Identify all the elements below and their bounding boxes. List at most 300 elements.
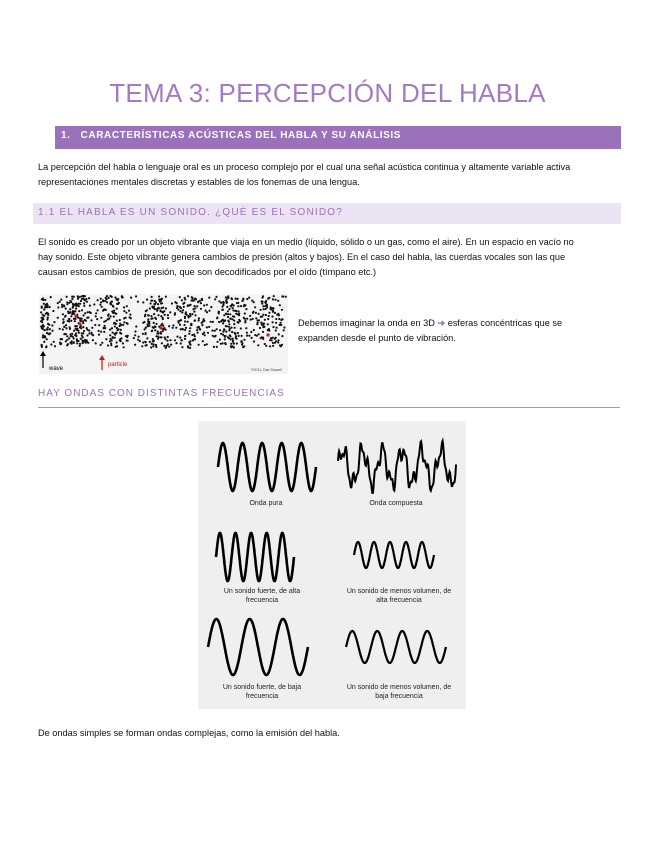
- particle-dot: [190, 324, 192, 326]
- particle-dot: [46, 338, 48, 340]
- particle-dot: [208, 297, 210, 299]
- particle-dot: [43, 329, 45, 331]
- particle-dot: [272, 342, 274, 344]
- page-title: TEMA 3: PERCEPCIÓN DEL HABLA: [109, 78, 546, 108]
- particle-dot: [233, 343, 235, 345]
- particle-dot: [155, 335, 157, 337]
- particle-dot: [160, 315, 162, 317]
- particle-dot: [41, 307, 43, 309]
- caption-line: Onda compuesta: [369, 500, 423, 507]
- particle-dot: [260, 309, 262, 311]
- particle-dot: [235, 298, 237, 300]
- particle-dot: [149, 341, 151, 343]
- particle-dot: [208, 326, 210, 328]
- particle-dot: [207, 332, 209, 334]
- particle-dot: [237, 332, 239, 334]
- particle-dot: [220, 302, 222, 304]
- particle-dot: [195, 298, 197, 300]
- caption-line: baja frecuencia: [375, 693, 423, 700]
- particle-dot: [63, 304, 65, 306]
- particle-dot: [230, 346, 232, 348]
- particle-dot: [194, 307, 196, 309]
- particle-dot: [77, 317, 79, 319]
- particle-dot: [88, 332, 90, 334]
- particle-dot: [110, 315, 112, 317]
- particle-dot: [65, 308, 67, 310]
- particle-dot: [246, 335, 248, 337]
- particle-dot: [256, 335, 258, 337]
- particle-dot: [71, 313, 73, 315]
- particle-dot: [68, 337, 70, 339]
- particle-dot: [268, 312, 270, 314]
- particle-dot: [152, 338, 154, 340]
- particle-dot: [166, 345, 168, 347]
- particle-dot: [100, 331, 102, 333]
- section-heading-1: [55, 126, 621, 149]
- particle-dot: [72, 336, 74, 338]
- particle-dot: [114, 334, 116, 336]
- wave-caption: [332, 683, 466, 701]
- particle-dot: [258, 313, 260, 315]
- particle-dot: [138, 336, 140, 338]
- particle-dot: [271, 339, 273, 341]
- particle-dot: [161, 342, 163, 344]
- particle-dot: [151, 296, 153, 298]
- particle-dot: [165, 307, 167, 309]
- particle-dot: [65, 327, 67, 329]
- particle-dot: [222, 331, 224, 333]
- particle-dot: [230, 327, 232, 329]
- particle-dot: [261, 301, 263, 303]
- particle-dot: [125, 312, 127, 314]
- particle-dot: [123, 306, 125, 308]
- particle-dot: [264, 343, 266, 345]
- particle-dot: [88, 330, 90, 332]
- tracked-particle: [159, 326, 162, 329]
- particle-dot: [262, 314, 264, 316]
- particle-dot: [225, 296, 227, 298]
- particle-dot: [170, 344, 172, 346]
- particle-dot: [101, 342, 103, 344]
- particle-dot: [86, 311, 88, 313]
- particle-dot: [241, 344, 243, 346]
- particle-dot: [162, 318, 164, 320]
- particle-dot: [128, 310, 130, 312]
- particle-dot: [104, 325, 106, 327]
- particle-dot: [74, 325, 76, 327]
- particle-dot: [73, 337, 75, 339]
- particle-dot: [224, 338, 226, 340]
- particle-dot: [184, 338, 186, 340]
- particle-dot: [52, 310, 54, 312]
- particle-dot: [226, 306, 228, 308]
- particle-dot: [79, 296, 81, 298]
- particle-dot: [276, 314, 278, 316]
- particle-dot: [100, 344, 102, 346]
- particle-dot: [142, 341, 144, 343]
- particle-dot: [120, 324, 122, 326]
- particle-dot: [153, 340, 155, 342]
- wave-label: wave: [49, 366, 64, 372]
- particle-dot: [280, 345, 282, 347]
- particle-dot: [160, 333, 162, 335]
- particle-dot: [189, 344, 191, 346]
- particle-dot: [202, 340, 204, 342]
- particle-dot: [185, 311, 187, 313]
- particle-dot: [135, 295, 137, 297]
- particle-dot: [53, 321, 55, 323]
- particle-dot: [184, 329, 186, 331]
- particle-dot: [107, 315, 109, 317]
- particle-dot: [60, 343, 62, 345]
- particle-dot: [228, 308, 230, 310]
- particle-dot: [45, 304, 47, 306]
- particle-dot: [201, 298, 203, 300]
- particle-dot: [169, 311, 171, 313]
- particle-dot: [188, 333, 190, 335]
- particle-dot: [60, 299, 62, 301]
- soft-high-frequency-wave: [354, 542, 434, 568]
- particle-dot: [110, 301, 112, 303]
- particle-dot: [225, 313, 227, 315]
- particle-dot: [219, 329, 221, 331]
- particle-dot: [83, 305, 85, 307]
- particle-dot: [118, 302, 120, 304]
- particle-dot: [112, 336, 114, 338]
- particle-dot: [232, 307, 234, 309]
- particle-dot: [227, 297, 229, 299]
- wave-types-image: [198, 421, 466, 709]
- particle-dot: [147, 314, 149, 316]
- pure-wave: [218, 443, 316, 491]
- soft-low-frequency-wave: [346, 631, 446, 663]
- particle-dot: [268, 315, 270, 317]
- particle-dot: [154, 326, 156, 328]
- particle-dot: [191, 296, 193, 298]
- particle-dot: [62, 313, 64, 315]
- particle-dot: [264, 319, 266, 321]
- particle-dot: [258, 319, 260, 321]
- caption-line: frecuencia: [245, 597, 279, 604]
- particle-dot: [95, 312, 97, 314]
- particle-dot: [81, 332, 83, 334]
- particle-dot: [176, 302, 178, 304]
- particle-dot: [53, 341, 55, 343]
- particle-dot: [142, 333, 144, 335]
- particle-dot: [98, 334, 100, 336]
- image-credit: ©2011, Dan Russell: [251, 368, 282, 372]
- section-label: CARACTERÍSTICAS ACÚSTICAS DEL HABLA Y SU ANÁLISIS: [80, 130, 402, 141]
- particle-dot: [277, 341, 279, 343]
- particle-dot: [98, 330, 100, 332]
- particle-dot: [229, 318, 231, 320]
- particle-dot: [189, 327, 191, 329]
- particle-dot: [272, 298, 274, 300]
- particle-dot: [171, 302, 173, 304]
- particle-dot: [176, 305, 178, 307]
- particle-dot: [76, 338, 78, 340]
- particle-dot: [260, 337, 262, 339]
- particle-dot: [106, 301, 108, 303]
- particle-dot: [224, 342, 226, 344]
- particle-dot: [175, 342, 177, 344]
- particle-dot: [123, 321, 125, 323]
- particle-dot: [116, 320, 118, 322]
- particle-wave-image: [39, 294, 288, 374]
- particle-dot: [80, 300, 82, 302]
- particle-dot: [120, 329, 122, 331]
- particle-dot: [120, 340, 122, 342]
- particle-dot: [85, 342, 87, 344]
- particle-dot: [175, 327, 177, 329]
- particle-dot: [248, 335, 250, 337]
- tracked-particle: [74, 314, 77, 317]
- particle-dot: [233, 320, 235, 322]
- particle-dot: [199, 300, 201, 302]
- particle-dot: [213, 336, 215, 338]
- particle-dot: [137, 339, 139, 341]
- section-heading-1-1: 1.1 EL HABLA ES UN SONIDO. ¿QUÉ ES EL SONIDO?: [33, 203, 621, 224]
- particle-dot: [129, 314, 131, 316]
- particle-dot: [237, 302, 239, 304]
- particle-dot: [82, 342, 84, 344]
- particle-dot: [153, 313, 155, 315]
- particle-dot: [184, 335, 186, 337]
- particle-dot: [185, 327, 187, 329]
- particle-dot: [122, 342, 124, 344]
- particle-dot: [46, 329, 48, 331]
- particle-dot: [229, 313, 231, 315]
- particle-dot: [44, 299, 46, 301]
- particle-dot: [263, 308, 265, 310]
- particle-dot: [183, 306, 185, 308]
- particle-dot: [244, 321, 246, 323]
- particle-dot: [162, 325, 164, 327]
- particle-dot: [263, 326, 265, 328]
- particle-dot: [107, 344, 109, 346]
- particle-dot: [194, 305, 196, 307]
- particle-dot: [86, 327, 88, 329]
- particle-dot: [73, 342, 75, 344]
- particle-dot: [76, 342, 78, 344]
- sound-paragraph: [38, 235, 618, 280]
- particle-dot: [169, 339, 171, 341]
- particle-dot: [163, 345, 165, 347]
- particle-dot: [145, 341, 147, 343]
- particle-dot: [240, 327, 242, 329]
- particle-dot: [157, 336, 159, 338]
- particle-dot: [125, 317, 127, 319]
- particle-dot: [153, 343, 155, 345]
- particle-dot: [277, 339, 279, 341]
- particle-dot: [181, 346, 183, 348]
- particle-dot: [278, 318, 280, 320]
- particle-dot: [155, 346, 157, 348]
- particle-dot: [194, 314, 196, 316]
- intro-line: La percepción del habla o lenguaje oral es un proceso complejo por el cual una señal acústica continua y altamente variable activa: [38, 162, 571, 172]
- particle-dot: [214, 330, 216, 332]
- particle-dot: [113, 322, 115, 324]
- particle-dot: [88, 297, 90, 299]
- particle-dot: [274, 312, 276, 314]
- particle-dot: [121, 295, 123, 297]
- particle-dot: [187, 304, 189, 306]
- particle-dot: [283, 326, 285, 328]
- sound-line: causan estos cambios de presión, que son decodificados por el oído (tímpano etc.): [38, 267, 377, 277]
- particle-dot: [82, 322, 84, 324]
- particle-dot: [250, 319, 252, 321]
- particle-dot: [184, 320, 186, 322]
- particle-dot: [84, 299, 86, 301]
- particle-dot: [196, 305, 198, 307]
- particle-dot: [43, 341, 45, 343]
- particle-dot: [238, 335, 240, 337]
- particle-dot: [275, 322, 277, 324]
- particle-dot: [43, 309, 45, 311]
- particle-dot: [270, 337, 272, 339]
- particle-dot: [218, 321, 220, 323]
- particle-dot: [179, 337, 181, 339]
- particle-dot: [44, 306, 46, 308]
- particle-dot: [146, 337, 148, 339]
- particle-dot: [59, 328, 61, 330]
- particle-dot: [172, 327, 174, 329]
- particle-dot: [232, 309, 234, 311]
- particle-dot: [69, 312, 71, 314]
- particle-dot: [80, 327, 82, 329]
- particle-dot: [274, 338, 276, 340]
- particle-dot: [60, 338, 62, 340]
- particle-dot: [272, 321, 274, 323]
- final-paragraph: De ondas simples se forman ondas complejas, como la emisión del habla.: [38, 728, 340, 738]
- particle-dot: [90, 319, 92, 321]
- particle-dot: [267, 323, 269, 325]
- particle-dot: [92, 334, 94, 336]
- particle-dot: [86, 334, 88, 336]
- particle-dot: [256, 323, 258, 325]
- particle-dot: [47, 316, 49, 318]
- particle-dot: [227, 313, 229, 315]
- particle-dot: [242, 346, 244, 348]
- particle-dot: [237, 322, 239, 324]
- particle-dot: [223, 320, 225, 322]
- particle-dot: [225, 331, 227, 333]
- particle-dot: [220, 343, 222, 345]
- right-arrow-icon: ➔: [437, 318, 446, 328]
- particle-dot: [174, 339, 176, 341]
- particle-dot: [184, 297, 186, 299]
- particle-dot: [40, 311, 42, 313]
- particle-dot: [226, 302, 228, 304]
- particle-dot: [210, 306, 212, 308]
- particle-dot: [202, 333, 204, 335]
- particle-dot: [66, 339, 68, 341]
- particle-dot: [114, 312, 116, 314]
- particle-dot: [66, 301, 68, 303]
- note-text: Debemos imaginar la onda en 3D: [298, 318, 435, 328]
- particle-dot: [201, 324, 203, 326]
- particle-dot: [151, 343, 153, 345]
- particle-dot: [134, 330, 136, 332]
- particle-dot: [47, 314, 49, 316]
- particle-dot: [162, 307, 164, 309]
- particle-dot: [187, 321, 189, 323]
- particle-dot: [255, 317, 257, 319]
- particle-dot: [206, 311, 208, 313]
- wave-caption: [198, 587, 326, 605]
- particle-dot: [111, 327, 113, 329]
- particle-dot: [244, 312, 246, 314]
- particle-dot: [215, 296, 217, 298]
- particle-dot: [111, 339, 113, 341]
- particle-dot: [152, 345, 154, 347]
- particle-dot: [130, 297, 132, 299]
- particle-dot: [232, 340, 234, 342]
- particle-dot: [81, 298, 83, 300]
- particle-dot: [167, 314, 169, 316]
- particle-dot: [142, 301, 144, 303]
- particle-dot: [192, 300, 194, 302]
- particle-dot: [66, 344, 68, 346]
- particle-dot: [79, 319, 81, 321]
- particle-dot: [225, 325, 227, 327]
- particle-dot: [126, 305, 128, 307]
- particle-dot: [75, 308, 77, 310]
- particle-dot: [244, 318, 246, 320]
- particle-dot: [225, 335, 227, 337]
- particle-dot: [90, 312, 92, 314]
- particle-dot: [165, 296, 167, 298]
- particle-dot: [151, 330, 153, 332]
- particle-dot: [105, 320, 107, 322]
- particle-dot: [113, 310, 115, 312]
- particle-dot: [49, 328, 51, 330]
- particle-dot: [70, 315, 72, 317]
- particle-dot: [275, 329, 277, 331]
- particle-dot: [238, 310, 240, 312]
- particle-dot: [148, 325, 150, 327]
- particle-dot: [105, 338, 107, 340]
- particle-dot: [81, 335, 83, 337]
- particle-dot: [112, 332, 114, 334]
- particle-dot: [108, 317, 110, 319]
- particle-dot: [196, 329, 198, 331]
- particle-dot: [104, 327, 106, 329]
- particle-dot: [237, 298, 239, 300]
- particle-dot: [262, 338, 264, 340]
- particle-dot: [248, 297, 250, 299]
- particle-dot: [51, 330, 53, 332]
- particle-dot: [78, 332, 80, 334]
- particle-dot: [78, 305, 80, 307]
- particle-dot: [188, 341, 190, 343]
- particle-dot: [71, 296, 73, 298]
- particle-dot: [70, 320, 72, 322]
- particle-dot: [260, 322, 262, 324]
- particle-dot: [243, 305, 245, 307]
- particle-dot: [80, 338, 82, 340]
- particle-dot: [109, 334, 111, 336]
- particle-dot: [82, 326, 84, 328]
- particle-dot: [257, 344, 259, 346]
- particle-dot: [66, 335, 68, 337]
- particle-dot: [198, 326, 200, 328]
- particle-dot: [69, 326, 71, 328]
- particle-dot: [110, 342, 112, 344]
- section-heading-frequencies: HAY ONDAS CON DISTINTAS FRECUENCIAS: [38, 388, 620, 408]
- particle-dot: [165, 329, 167, 331]
- particle-dot: [71, 340, 73, 342]
